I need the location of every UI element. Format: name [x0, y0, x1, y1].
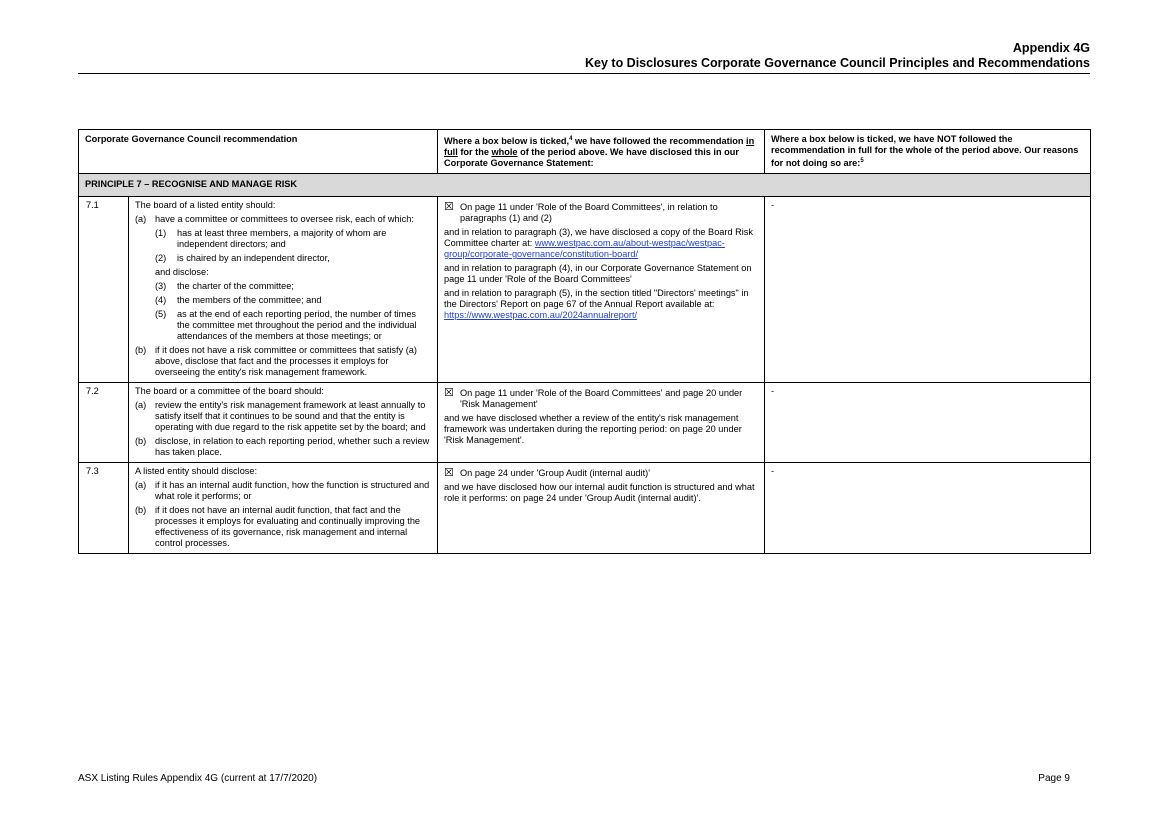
recommendation-cell: The board or a committee of the board should: (a) review the entity's risk management framework at least annually to satisfy itself that it continues to be sound and that the entity is operating with due regard to the risk appetite set by the board; and (b) disclose, in relation to each reporting period, whether such a review has taken place.	[129, 383, 438, 463]
followed-cell: ☒ On page 11 under 'Role of the Board Committees', in relation to paragraphs (1) and (2) and in relation to paragraph (3), we have disclosed a copy of the Board Risk Committee charter at: www.westpac.com.au/about-westpac/westpac-group/corporate-governance/constitution-board/ and in relation to paragraph (4), in our Corporate Governance Statement on page 11 under 'Role of the Board Committees' and in relation to paragraph (5), in the section titled "Directors' meetings" in the Directors' Report on page 67 of the Annual Report available at: https://www.westpac.com.au/2024annualreport/	[438, 197, 765, 383]
followed-cell: ☒ On page 11 under 'Role of the Board Committees' and page 20 under 'Risk Management' and we have disclosed whether a review of the entity's risk management framework was undertaken during the reporting period: on page 20 under 'Risk Management'.	[438, 383, 765, 463]
not-followed-cell: -	[765, 383, 1091, 463]
table-row	[79, 383, 1091, 463]
recommendation-cell: The board of a listed entity should: (a) have a committee or committees to oversee risk, each of which: (1) has at least three members, a majority of whom are independent directors; and (2) is chaired by an independent director, and disclose: (3) the charter of the committee; (4) the members of the committee; and (5) as at the end of each reporting period, the number of times the committee met throughout the period and the individual attendances of the members at those meetings; or (b) if it does not have a risk committee or committees that satisfy (a) above, disclose that fact and the processes it employs for overseeing the entity's risk management framework.	[129, 197, 438, 383]
principle-row	[79, 174, 1091, 197]
recommendation-cell: A listed entity should disclose: (a) if it has an internal audit function, how the function is structured and what role it performs; or (b) if it does not have an internal audit function, that fact and the processes it employs for evaluating and continually improving the effectiveness of its governance, risk management and internal control processes.	[129, 463, 438, 554]
row-number: 7.1	[79, 197, 129, 383]
checkbox-checked-icon: ☒	[444, 201, 454, 214]
checkbox-checked-icon: ☒	[444, 467, 454, 480]
table-row	[79, 463, 1091, 554]
header-followed: Where a box below is ticked,$^4$ we have followed the recommendation in full for the whole of the period above. We have disclosed this in our Corporate Governance Statement:	[438, 130, 765, 174]
appendix-title: Appendix 4G	[1012, 41, 1090, 55]
not-followed-cell: -	[765, 463, 1091, 554]
annual-report-link[interactable]: https://www.westpac.com.au/2024annualreport/	[444, 310, 638, 321]
not-followed-cell: -	[765, 197, 1091, 383]
header-rule	[78, 73, 1090, 74]
appendix-subtitle: Key to Disclosures Corporate Governance Council Principles and Recommendations	[585, 56, 1090, 70]
header-not-followed: Where a box below is ticked, we have NOT followed the recommendation in full for the whole of the period above. Our reasons for not doing so are:$^5$	[765, 130, 1091, 174]
header-recommendation: Corporate Governance Council recommendation	[79, 130, 438, 174]
followed-cell: ☒ On page 24 under 'Group Audit (internal audit)' and we have disclosed how our internal audit function is structured and what role it performs: on page 24 under 'Group Audit (internal audit)'.	[438, 463, 765, 554]
footer-source: ASX Listing Rules Appendix 4G (current at 17/7/2020)	[78, 773, 318, 784]
table-row	[79, 197, 1091, 383]
row-number: 7.2	[79, 383, 129, 463]
principle-title: PRINCIPLE 7 – RECOGNISE AND MANAGE RISK	[79, 174, 1091, 197]
board-risk-charter-link[interactable]: www.westpac.com.au/about-westpac/westpac-group/corporate-governance/constitution-board/	[444, 238, 725, 260]
checkbox-checked-icon: ☒	[444, 387, 454, 400]
row-number: 7.3	[79, 463, 129, 554]
disclosure-table	[78, 129, 1091, 554]
table-header-row	[79, 130, 1091, 174]
page-number: Page 9	[1038, 773, 1070, 784]
